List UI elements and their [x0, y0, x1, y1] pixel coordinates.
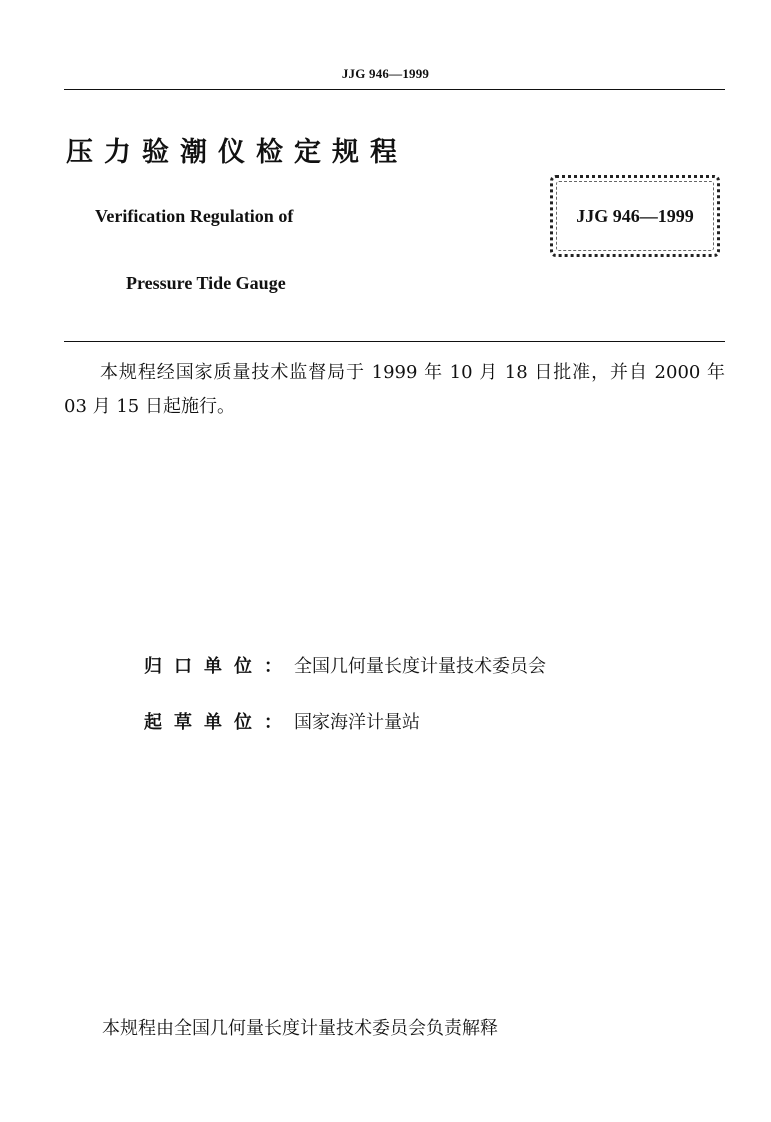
running-header-code: JJG 946—1999 [341, 66, 430, 81]
drafting-unit-value: 国家海洋计量站 [294, 712, 420, 733]
drafting-unit-label: 起草单位： [144, 712, 294, 733]
interpretation-statement: 本规程由全国几何量长度计量技术委员会负责解释 [102, 1018, 498, 1039]
approval-statement: 本规程经国家质量技术监督局于 1999 年 10 月 18 日批准，并自 2000 年 03 月 15 日起施行。 [64, 362, 725, 417]
header-rule [64, 89, 725, 90]
standard-code: JJG 946—1999 [576, 206, 694, 226]
responsible-unit-value: 全国几何量长度计量技术委员会 [294, 656, 546, 677]
regulation-title-chinese: 压力验潮仪检定规程 [66, 137, 408, 168]
standard-code-box [550, 175, 720, 257]
responsible-unit-label: 归口单位： [144, 656, 294, 677]
responsible-unit-row [144, 652, 546, 678]
regulation-title-english-line1: Verification Regulation of [95, 206, 294, 226]
drafting-unit-row [144, 708, 420, 734]
regulation-title-english-line2: Pressure Tide Gauge [126, 273, 286, 293]
section-rule [64, 341, 725, 342]
